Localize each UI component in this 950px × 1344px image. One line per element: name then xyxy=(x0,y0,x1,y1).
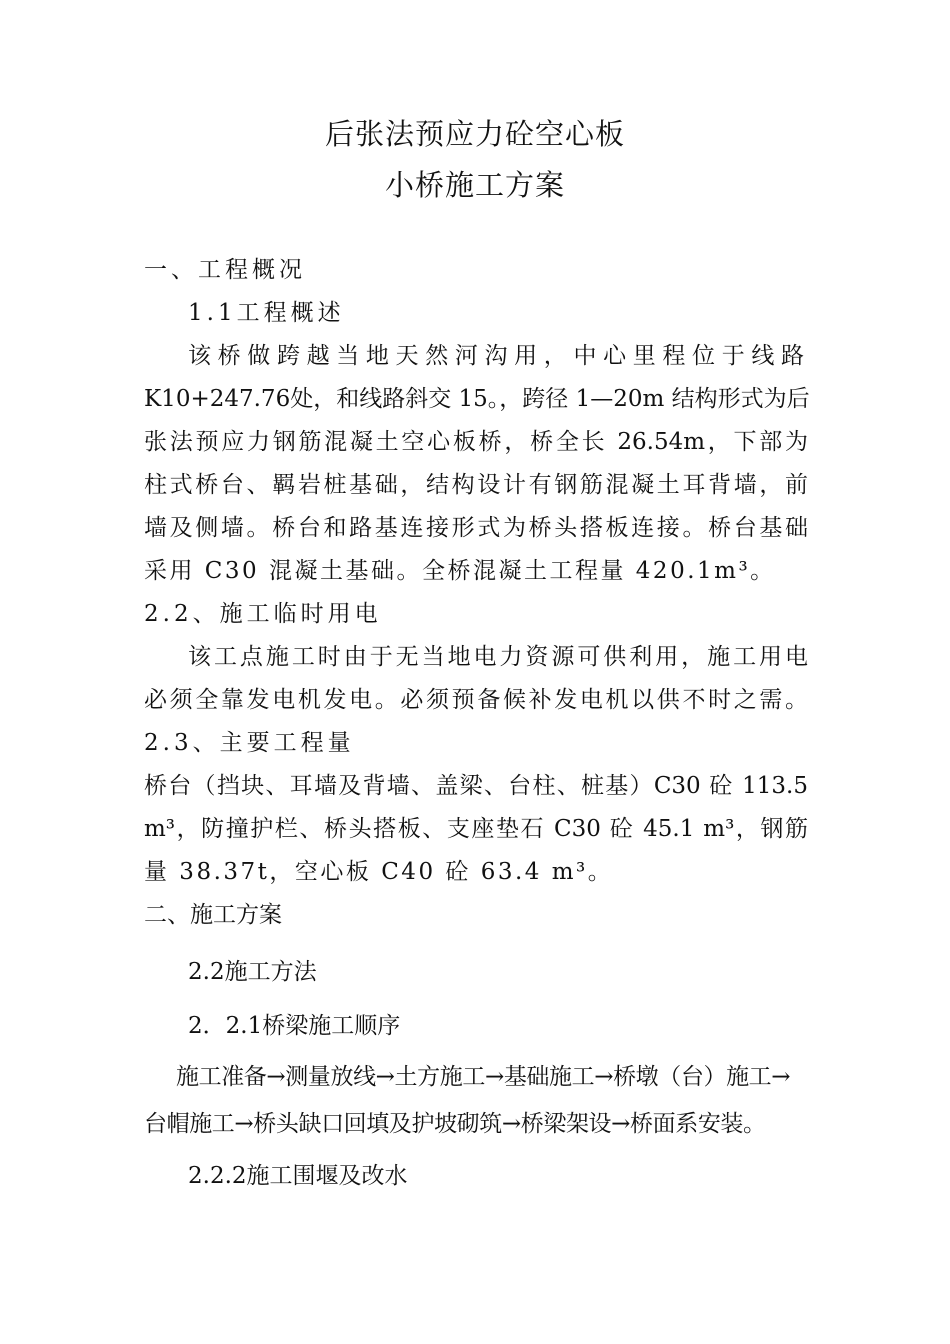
subsection-heading-2-2-method: 2.2施工方法 xyxy=(188,959,317,985)
paragraph-line: 张法预应力钢筋混凝土空心板桥，桥全长 26.54m，下部为 xyxy=(144,429,808,455)
paragraph-line: 桥台（挡块、耳墙及背墙、盖梁、台柱、桩基）C30 砼 113.5 xyxy=(144,773,808,799)
paragraph-line: 采用 C30 混凝土基础。全桥混凝土工程量 420.1m³。 xyxy=(144,558,776,584)
section-heading-1: 一、工程概况 xyxy=(144,257,306,283)
paragraph-line: m³，防撞护栏、桥头搭板、支座垫石 C30 砼 45.1 m³，钢筋 xyxy=(144,816,808,842)
paragraph-line: 必须全靠发电机发电。必须预备候补发电机以供不时之需。 xyxy=(144,687,808,713)
paragraph-line: 台帽施工→桥头缺口回填及护坡砌筑→桥梁架设→桥面系安装。 xyxy=(144,1111,766,1137)
subsection-heading-2-3: 2.3、主要工程量 xyxy=(144,730,355,756)
document-title-line-1: 后张法预应力砼空心板 xyxy=(324,117,625,151)
subsection-heading-1-1: 1.1工程概述 xyxy=(188,300,345,326)
paragraph-line: 量 38.37t，空心板 C40 砼 63.4 m³。 xyxy=(144,859,614,885)
paragraph-line: 施工准备→测量放线→土方施工→基础施工→桥墩（台）施工→ xyxy=(176,1064,791,1090)
subsection-heading-2-2: 2.2、施工临时用电 xyxy=(144,601,382,627)
document-title-line-2: 小桥施工方案 xyxy=(384,168,565,202)
paragraph-line: 墙及侧墙。桥台和路基连接形式为桥头搭板连接。桥台基础 xyxy=(144,515,808,541)
paragraph-line: K10+247.76处，和线路斜交 15。，跨径 1—20m 结构形式为后 xyxy=(144,386,810,412)
paragraph-line: 该工点施工时由于无当地电力资源可供利用，施工用电 xyxy=(188,644,808,670)
section-heading-2: 二、施工方案 xyxy=(144,902,282,928)
subsection-heading-2-2-1: 2．2.1桥梁施工顺序 xyxy=(188,1013,401,1039)
paragraph-line: 柱式桥台、羁岩桩基础，结构设计有钢筋混凝土耳背墙，前 xyxy=(144,472,808,498)
paragraph-line: 该桥做跨越当地天然河沟用，中心里程位于线路 xyxy=(188,343,808,369)
subsection-heading-2-2-2: 2.2.2施工围堰及改水 xyxy=(188,1163,408,1189)
